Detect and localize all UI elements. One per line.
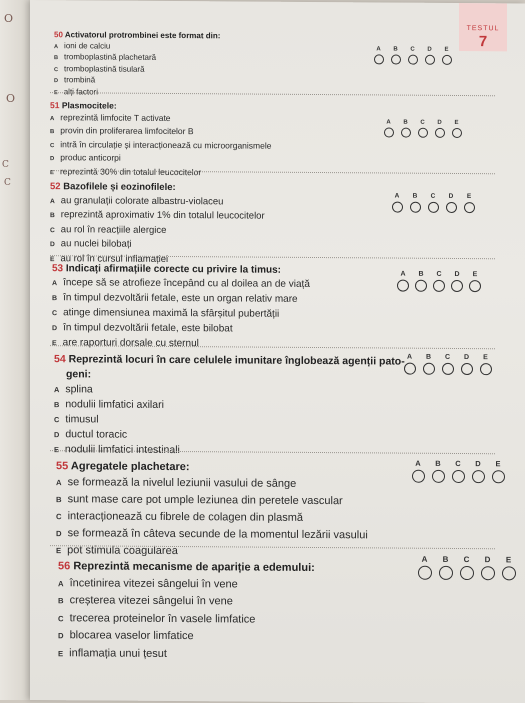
answer-choice-d[interactable] — [477, 555, 498, 580]
margin-mark: O — [6, 92, 16, 105]
answer-bubble[interactable] — [384, 127, 394, 137]
answer-letter: D — [463, 354, 470, 362]
answer-letter: D — [437, 119, 442, 126]
answer-choice-c[interactable] — [404, 47, 421, 65]
answer-bubble[interactable] — [423, 363, 435, 375]
answer-choice-d[interactable] — [442, 193, 460, 213]
answer-bubble[interactable] — [452, 128, 462, 138]
option-text: reprezintă 30% din totalul leucocitelor — [59, 165, 202, 177]
question-text: Agregatele plachetare: — [70, 460, 190, 474]
answer-choice-c[interactable] — [430, 271, 448, 292]
answer-letter: B — [412, 192, 418, 200]
option-text: au rol în cursul inflamației — [60, 252, 169, 265]
option-letter: D — [50, 241, 55, 249]
question-number: 52 — [50, 181, 61, 193]
answer-choice-d[interactable] — [431, 120, 448, 138]
answer-choice-e[interactable] — [476, 354, 495, 375]
answer-letter: D — [484, 555, 491, 565]
option-letter: B — [54, 55, 59, 62]
option-letter: C — [52, 310, 58, 318]
answer-letter: C — [436, 270, 442, 278]
option-text: inflamația unui țesut — [69, 646, 167, 660]
answer-letter: E — [454, 119, 459, 126]
answer-choice-a[interactable] — [380, 119, 397, 137]
option-letter: A — [50, 197, 55, 205]
answer-letter: A — [421, 554, 428, 564]
option-letter: A — [56, 478, 62, 488]
answer-bubble[interactable] — [481, 566, 495, 580]
answer-choice-b[interactable] — [412, 271, 430, 292]
answer-letter: B — [393, 46, 398, 53]
option-letter: A — [52, 280, 58, 288]
option-letter: B — [56, 495, 62, 505]
answer-letter: B — [442, 554, 449, 564]
option-letter: E — [54, 89, 58, 96]
answer-bubble[interactable] — [502, 566, 516, 580]
answer-choice-d[interactable] — [457, 354, 476, 375]
answer-bubble[interactable] — [432, 470, 445, 483]
answer-letter: C — [430, 192, 436, 200]
option-letter: A — [58, 578, 64, 588]
answer-letter: D — [448, 192, 454, 200]
answer-bubble[interactable] — [461, 363, 473, 375]
option-text: timusul — [65, 413, 99, 426]
answer-bubbles — [400, 354, 495, 376]
answer-bubbles — [370, 46, 455, 65]
answer-bubble[interactable] — [439, 566, 453, 580]
answer-bubble[interactable] — [410, 202, 421, 213]
option-b — [54, 397, 513, 415]
answer-bubble[interactable] — [408, 55, 418, 65]
answer-letter: C — [463, 555, 470, 565]
answer-letter: A — [394, 192, 400, 200]
answer-choice-c[interactable] — [424, 193, 442, 213]
margin-mark: C — [4, 178, 11, 188]
answer-bubble[interactable] — [418, 566, 432, 580]
answer-letter: E — [444, 46, 449, 53]
option-letter: A — [50, 115, 55, 122]
answer-choice-d[interactable] — [468, 459, 488, 483]
tab-number: 7 — [478, 33, 488, 51]
answer-choice-b[interactable] — [419, 354, 438, 375]
answer-choice-b[interactable] — [428, 459, 448, 483]
answer-letter: C — [444, 353, 451, 361]
answer-letter: E — [505, 555, 512, 565]
option-letter: E — [56, 546, 62, 556]
answer-choice-a[interactable] — [400, 354, 419, 375]
answer-choice-a[interactable] — [388, 192, 406, 212]
answer-choice-e[interactable] — [438, 47, 455, 65]
answer-letter: E — [472, 271, 478, 279]
question-text-continuation: geni: — [66, 368, 92, 381]
question-number: 50 — [54, 30, 63, 40]
answer-bubble[interactable] — [392, 202, 403, 213]
option-letter: B — [52, 295, 58, 303]
option-text: trecerea proteinelor în vasele limfatice — [69, 611, 256, 626]
answer-bubble[interactable] — [428, 202, 439, 213]
answer-choice-e[interactable] — [466, 271, 484, 292]
option-text: atinge dimensiunea maximă la sfârșitul pubertății — [63, 307, 280, 320]
option-letter: C — [58, 613, 64, 623]
answer-choice-e[interactable] — [460, 193, 478, 213]
answer-letter: A — [400, 270, 406, 278]
answer-bubble[interactable] — [472, 470, 485, 483]
option-text: au granulații colorate albastru-violaceu — [60, 194, 224, 207]
option-text: au nuclei bilobați — [60, 238, 132, 250]
question-text: Reprezintă locuri în care celulele imunitare înglobează agenții pato- — [68, 353, 405, 368]
answer-bubbles — [414, 555, 519, 581]
answer-choice-d[interactable] — [421, 47, 438, 65]
option-letter: B — [54, 400, 60, 410]
answer-choice-c[interactable] — [438, 354, 457, 375]
option-text: sunt mase care pot umple leziunea din peretele vascular — [67, 493, 343, 508]
answer-choice-e[interactable] — [488, 459, 508, 483]
option-letter: D — [58, 631, 64, 641]
question-text: Activatorul protrombinei este format din: — [64, 30, 221, 41]
answer-choice-b[interactable] — [397, 120, 414, 138]
answer-bubbles — [408, 459, 508, 484]
answer-letter: B — [403, 119, 408, 126]
option-text: reprezintă aproximativ 1% din totalul leucocitelor — [60, 209, 265, 222]
option-text: interacționează cu fibrele de colagen din plasmă — [67, 510, 303, 524]
answer-bubbles — [380, 119, 465, 138]
answer-bubble[interactable] — [404, 363, 416, 375]
question-number: 56 — [58, 560, 71, 573]
option-text: începe să se atrofieze începând cu al doilea an de viață — [63, 277, 310, 290]
option-letter: D — [56, 529, 62, 539]
answer-choice-a[interactable] — [408, 459, 428, 483]
answer-bubble[interactable] — [418, 128, 428, 138]
answer-choice-c[interactable] — [448, 459, 468, 483]
answer-letter: A — [386, 119, 391, 126]
question-number: 53 — [52, 263, 64, 275]
answer-bubbles — [394, 271, 484, 293]
option-text: în timpul dezvoltării fetale, este un organ relativ mare — [63, 292, 298, 305]
answer-choice-c[interactable] — [414, 120, 431, 138]
option-text: nodulii limfatici axilari — [65, 398, 164, 411]
option-letter: D — [50, 156, 55, 163]
option-letter: A — [54, 43, 59, 50]
option-letter: C — [54, 66, 59, 73]
answer-letter: C — [420, 119, 425, 126]
answer-letter: D — [475, 459, 481, 469]
answer-bubbles — [388, 192, 478, 213]
answer-bubble[interactable] — [412, 470, 425, 483]
margin-mark: C — [2, 160, 9, 170]
answer-bubble[interactable] — [391, 55, 401, 65]
option-text: încetinirea vitezei sângelui în vene — [69, 576, 238, 590]
option-text: tromboplastină tisulară — [64, 63, 145, 74]
option-letter: E — [50, 169, 54, 176]
option-letter: E — [52, 340, 57, 348]
option-letter: A — [54, 385, 60, 395]
answer-bubble[interactable] — [480, 363, 492, 375]
option-text: creșterea vitezei sângelui în vene — [69, 594, 233, 608]
answer-bubble[interactable] — [442, 55, 452, 65]
option-letter: D — [54, 430, 60, 440]
margin-mark: O — [4, 12, 14, 25]
answer-choice-a[interactable] — [394, 271, 412, 292]
answer-bubble[interactable] — [464, 202, 475, 213]
option-text: trombină — [64, 75, 96, 85]
answer-letter: E — [483, 354, 488, 362]
answer-bubble[interactable] — [460, 566, 474, 580]
answer-letter: D — [454, 270, 460, 278]
tab-label: TESTUL — [466, 25, 500, 33]
question-text: Plasmocitele: — [61, 100, 117, 111]
answer-letter: B — [418, 270, 424, 278]
answer-letter: B — [425, 353, 432, 361]
question-number: 55 — [56, 460, 69, 473]
answer-bubble[interactable] — [401, 128, 411, 138]
option-letter: C — [54, 415, 60, 425]
option-text: produc anticorpi — [60, 152, 121, 163]
answer-bubble[interactable] — [415, 280, 427, 292]
option-letter: D — [52, 325, 58, 333]
option-text: tromboplastină plachetară — [64, 52, 157, 62]
option-letter: C — [56, 512, 62, 522]
answer-choice-b[interactable] — [406, 193, 424, 213]
option-text: se formează la nivelul leziunii vasului de sânge — [67, 476, 297, 490]
answer-letter: E — [466, 193, 472, 201]
option-letter: B — [50, 212, 55, 220]
option-e — [58, 645, 513, 666]
option-letter: D — [54, 78, 59, 85]
option-text: pot stimula coagularea — [67, 544, 178, 558]
question-text: Indicați afirmațiile corecte cu privire la timus: — [65, 263, 281, 276]
answer-letter: E — [495, 459, 501, 469]
question-number: 54 — [54, 353, 66, 366]
option-text: se formează în câteva secunde de la momentul lezării vasului — [67, 527, 368, 542]
option-text: intră în circulație și interacționează cu microorganismele — [60, 138, 272, 151]
option-text: alți factori — [63, 86, 98, 96]
option-text: provin din proliferarea limfocitelor B — [60, 125, 194, 137]
answer-bubble[interactable] — [451, 280, 463, 292]
answer-bubble[interactable] — [469, 280, 481, 292]
option-text: reprezintă limfocite T activate — [60, 111, 171, 123]
option-text: ductul toracic — [65, 428, 128, 441]
answer-choice-a[interactable] — [370, 46, 387, 64]
option-letter: B — [50, 129, 55, 136]
answer-bubble[interactable] — [397, 280, 409, 292]
answer-letter: D — [427, 46, 432, 53]
option-letter: E — [58, 648, 64, 658]
answer-bubble[interactable] — [435, 128, 445, 138]
answer-choice-b[interactable] — [387, 46, 404, 64]
answer-choice-b[interactable] — [435, 555, 456, 580]
answer-choice-e[interactable] — [498, 555, 519, 580]
test-page — [30, 0, 525, 703]
option-text: au rol în reacțiile alergice — [60, 223, 167, 236]
answer-bubble[interactable] — [425, 55, 435, 65]
answer-bubble[interactable] — [433, 280, 445, 292]
question-number: 51 — [50, 100, 60, 111]
answer-letter: B — [435, 458, 441, 468]
answer-bubble[interactable] — [452, 470, 465, 483]
option-text: ioni de calciu — [64, 40, 111, 51]
answer-letter: C — [455, 458, 461, 469]
answer-choice-e[interactable] — [448, 120, 465, 138]
answer-letter: A — [376, 46, 381, 53]
option-letter: B — [58, 596, 64, 606]
option-text: are raporturi dorsale cu sternul — [62, 337, 199, 350]
option-text: în timpul dezvoltării fetale, este bilobat — [63, 322, 233, 335]
question-text: Reprezintă mecanisme de apariție a edemului: — [73, 560, 315, 574]
option-letter: C — [50, 226, 55, 234]
option-text: splina — [65, 383, 93, 396]
answer-bubble[interactable] — [374, 54, 384, 64]
question-50 — [54, 30, 513, 101]
question-text: Bazofilele și eozinofilele: — [63, 181, 176, 194]
option-text: nodulii limfatici intestinali — [64, 443, 180, 457]
answer-choice-c[interactable] — [456, 555, 477, 580]
answer-bubble[interactable] — [492, 470, 505, 483]
option-text: blocarea vaselor limfatice — [69, 629, 194, 643]
answer-letter: A — [415, 458, 421, 468]
option-letter: E — [54, 445, 59, 455]
answer-letter: A — [406, 353, 413, 361]
answer-letter: C — [410, 46, 415, 53]
answer-choice-d[interactable] — [448, 271, 466, 292]
answer-choice-a[interactable] — [414, 555, 435, 580]
option-letter: C — [50, 142, 55, 149]
option-letter: E — [50, 255, 55, 263]
answer-bubble[interactable] — [442, 363, 454, 375]
answer-bubble[interactable] — [446, 202, 457, 213]
